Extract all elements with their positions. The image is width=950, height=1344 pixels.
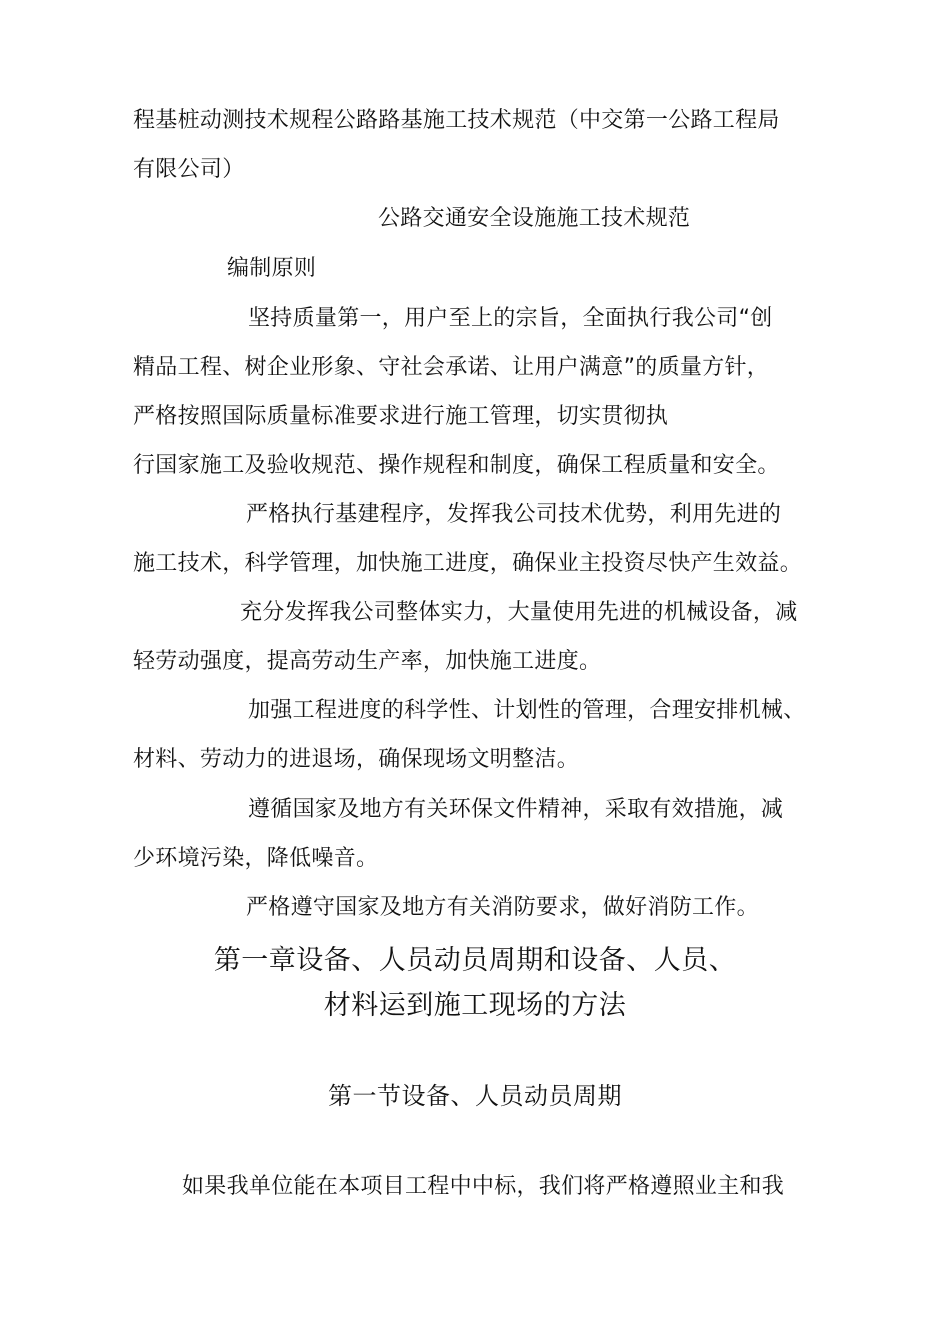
principle-4-line-2: 材料、劳动力的进退场，确保现场文明整洁。: [133, 747, 580, 772]
principle-1-line-2: 精品工程、树企业形象、守社会承诺、让用户满意”的质量方针，: [133, 355, 770, 380]
chapter-title-line-1: 第一章设备、人员动员周期和设备、人员、: [213, 945, 737, 976]
principle-1-line-1: 坚持质量第一，用户至上的宗旨，全面执行我公司“创: [248, 306, 773, 331]
principle-3-line-2: 轻劳动强度，提高劳动生产率，加快施工进度。: [133, 649, 602, 674]
principle-3-line-1: 充分发挥我公司整体实力，大量使用先进的机械设备，减: [240, 600, 798, 625]
chapter-title-line-2: 材料运到施工现场的方法: [323, 990, 627, 1021]
section-title: 第一节设备、人员动员周期: [328, 1082, 622, 1110]
principle-2-line-1: 严格执行基建程序，发挥我公司技术优势，利用先进的: [246, 502, 782, 527]
principle-1-line-3: 严格按照国际质量标准要求进行施工管理，切实贯彻执: [133, 404, 669, 429]
principle-2-line-2: 施工技术，科学管理，加快施工进度，确保业主投资尽快产生效益。: [133, 551, 803, 576]
principle-5-line-2: 少环境污染，降低噪音。: [133, 846, 379, 871]
intro-line-1: 程基桩动测技术规程公路路基施工技术规范（中交第一公路工程局: [133, 108, 780, 133]
principle-1-line-4: 行国家施工及验收规范、操作规程和制度，确保工程质量和安全。: [133, 453, 780, 478]
intro-line-2: 有限公司）: [133, 157, 245, 182]
section-paragraph-line-1: 如果我单位能在本项目工程中中标，我们将严格遵照业主和我: [182, 1174, 785, 1199]
principle-6-line-1: 严格遵守国家及地方有关消防要求，做好消防工作。: [246, 895, 759, 920]
principle-5-line-1: 遵循国家及地方有关环保文件精神，采取有效措施，减: [248, 797, 784, 822]
principle-4-line-1: 加强工程进度的科学性、计划性的管理，合理安排机械、: [248, 698, 806, 723]
intro-line-3: 公路交通安全设施施工技术规范: [378, 206, 691, 231]
principles-heading: 编制原则: [227, 256, 317, 281]
